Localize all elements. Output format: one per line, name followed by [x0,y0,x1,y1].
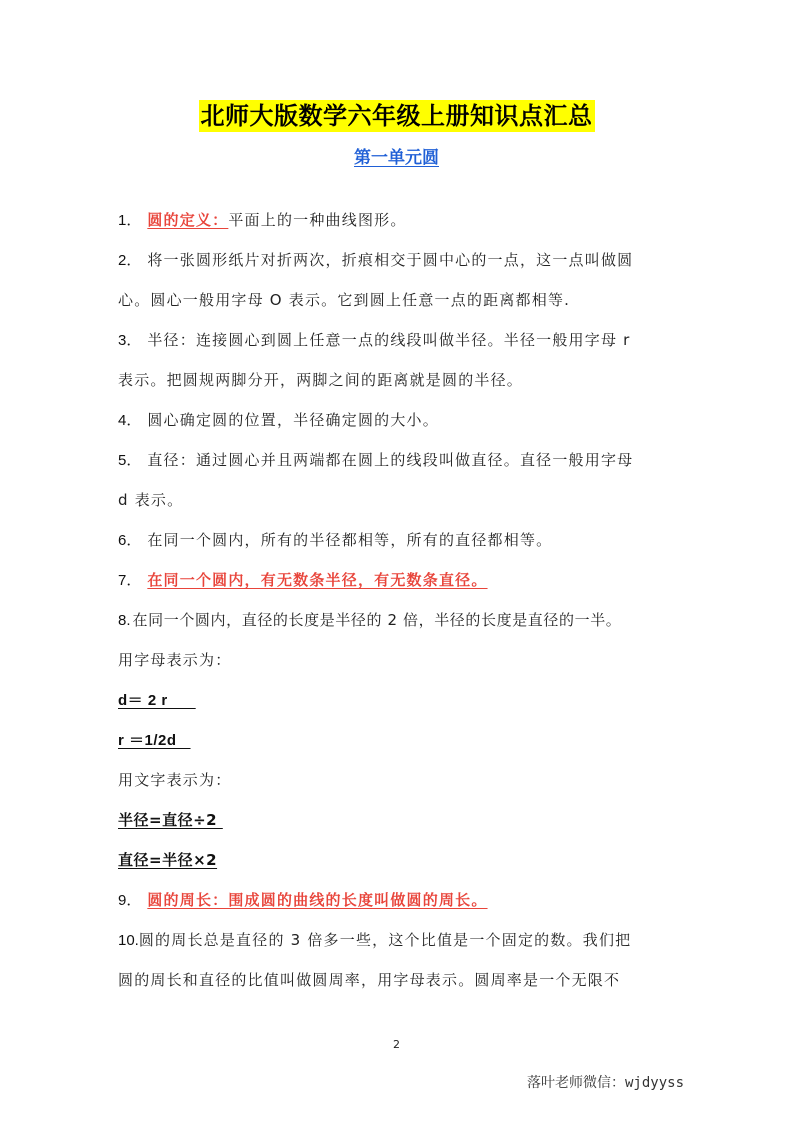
item-5-line-1 [118,444,678,484]
item-text: 在同一个圆内，所有的半径都相等，所有的直径都相等。 [147,531,553,549]
item-text: d 表示。 [118,491,184,509]
words-label [118,764,678,804]
item-text: 平面上的一种曲线图形。 [228,211,407,229]
item-text: 表示。把圆规两脚分开，两脚之间的距离就是圆的半径。 [118,371,524,389]
item-number: 7． [118,572,142,589]
formula-r-equals-half-d: r ＝1/2d [118,732,191,749]
formula-words-radius [118,804,678,844]
item-10-line-1 [118,924,678,964]
item-text: 用字母表示为： [118,651,232,669]
item-number: 3． [118,332,142,349]
item-text: 直径：通过圆心并且两端都在圆上的线段叫做直径。直径一般用字母 [147,451,634,469]
contact-label: 落叶老师微信： [527,1075,625,1091]
item-number: 6． [118,532,142,549]
item-number: 8. [118,612,131,629]
contact-id: wjdyyss [625,1075,685,1091]
item-text: 圆的周长和直径的比值叫做圆周率，用字母表示。圆周率是一个无限不 [118,971,621,989]
item-3-line-2 [118,364,678,404]
formula-words-diameter [118,844,678,884]
item-8-line-1 [118,604,678,644]
document-title: 北师大版数学六年级上册知识点汇总 [200,102,593,130]
item-9 [118,884,678,924]
emphasis-definition: 圆的定义： [147,211,229,229]
formula-letter-radius [118,724,678,764]
formula-letter-diameter [118,684,678,724]
knowledge-points [118,204,678,1004]
subtitle-container [0,146,793,170]
formula-diameter-words: 直径=半径×2 [118,851,218,869]
emphasis-circumference: 圆的周长：围成圆的曲线的长度叫做圆的周长。 [147,891,488,909]
item-text: 心。圆心一般用字母 O 表示。它到圆上任意一点的距离都相等. [118,291,571,309]
item-8-line-2 [118,644,678,684]
item-4 [118,404,678,444]
item-number: 10. [118,932,139,949]
item-3-line-1 [118,324,678,364]
page-number: 2 [393,1038,400,1051]
emphasis-countless-radii: 在同一个圆内，有无数条半径，有无数条直径。 [147,571,488,589]
item-number: 9． [118,892,142,909]
item-1 [118,204,678,244]
item-text: 将一张圆形纸片对折两次，折痕相交于圆中心的一点，这一点叫做圆 [147,251,634,269]
unit-heading: 第一单元圆 [354,148,439,168]
item-number: 5． [118,452,142,469]
words-label-text: 用文字表示为： [118,771,232,789]
item-6 [118,524,678,564]
item-number: 1． [118,212,142,229]
footer-contact [527,1072,684,1092]
item-text: 半径：连接圆心到圆上任意一点的线段叫做半径。半径一般用字母 r [147,331,631,349]
item-text: 圆心确定圆的位置，半径确定圆的大小。 [147,411,439,429]
item-number: 2． [118,252,142,269]
formula-d-equals-2r: d＝ 2 r [118,692,196,709]
item-10-line-2 [118,964,678,1004]
item-7 [118,564,678,604]
item-text: 圆的周长总是直径的 3 倍多一些，这个比值是一个固定的数。我们把 [138,931,632,949]
item-5-line-2 [118,484,678,524]
formula-radius-words: 半径=直径÷2 [118,811,223,829]
item-2-line-2 [118,284,678,324]
item-number: 4． [118,412,142,429]
title-container [0,100,793,132]
item-2-line-1 [118,244,678,284]
item-text: 在同一个圆内，直径的长度是半径的 2 倍，半径的长度是直径的一半。 [132,611,622,629]
